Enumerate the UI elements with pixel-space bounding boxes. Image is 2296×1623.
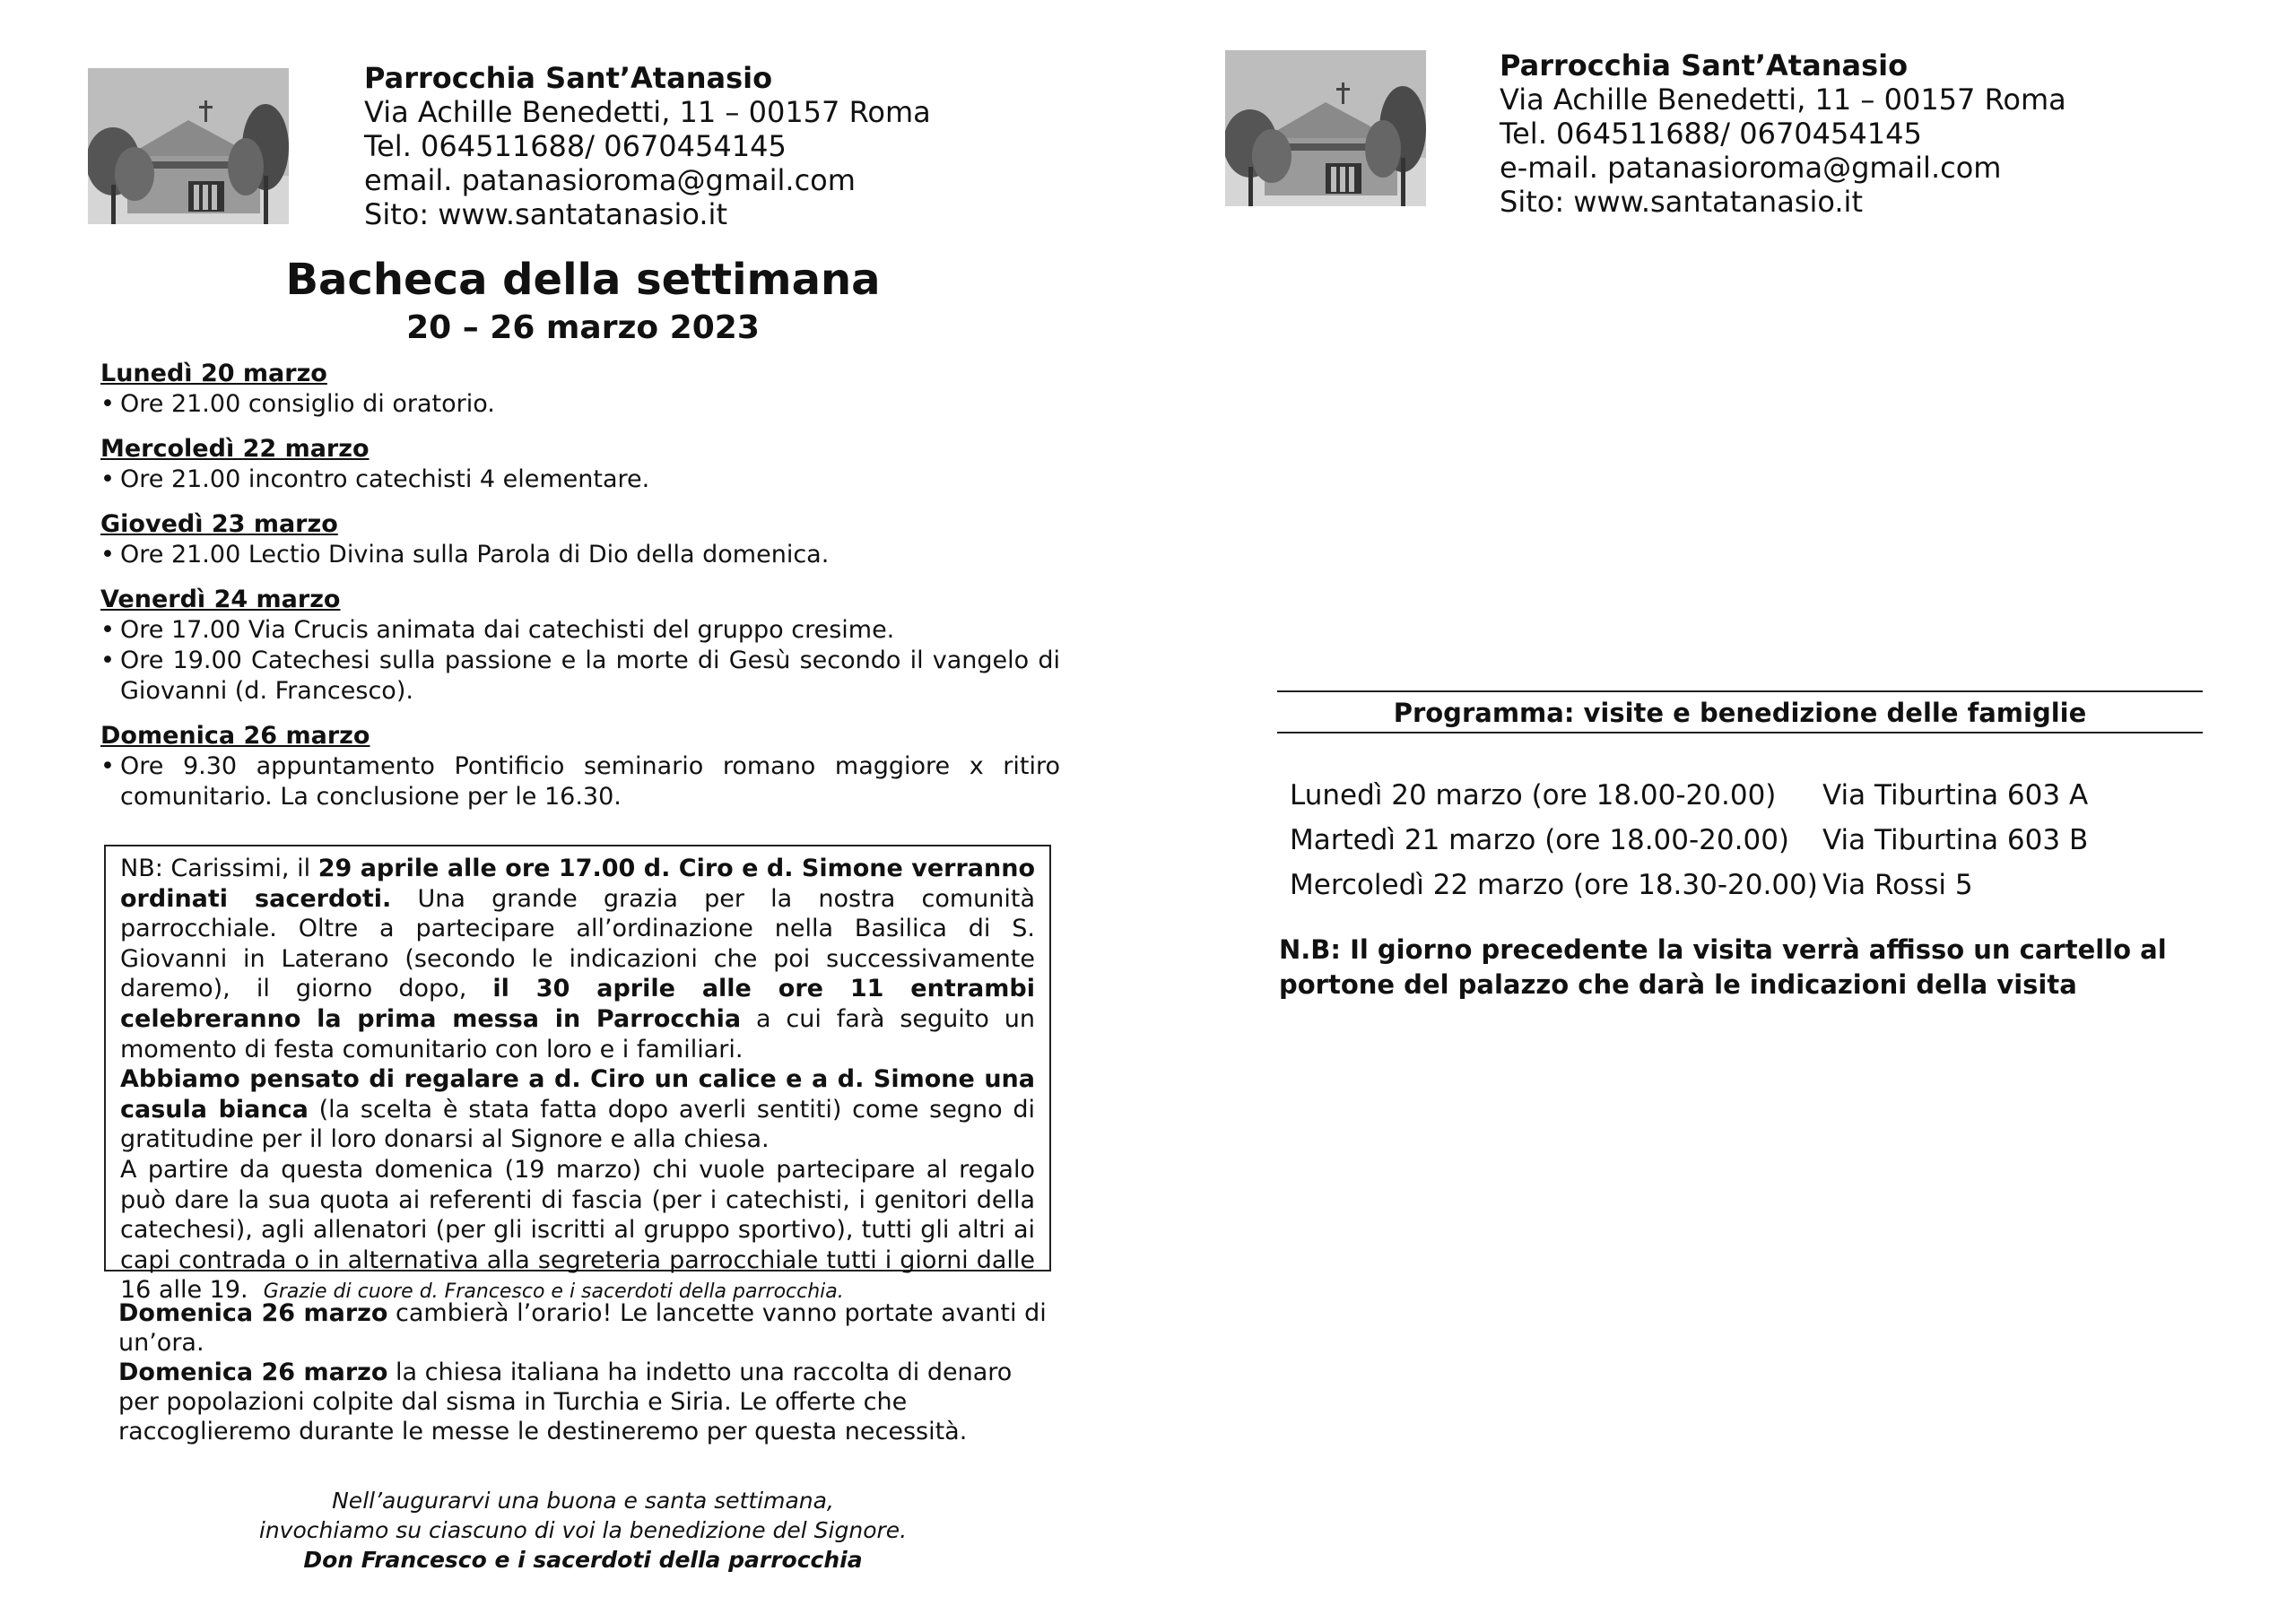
ordination-notice-box [104, 845, 1051, 1305]
parish-address: Via Achille Benedetti, 11 – 00157 Roma [364, 95, 931, 129]
schedule-day [100, 721, 1060, 812]
parish-site: Sito: www.santatanasio.it [1500, 185, 1863, 219]
closing-line: Nell’augurarvi una buona e santa settimana, [332, 1488, 834, 1514]
parish-name: Parrocchia Sant’Atanasio [1500, 48, 1909, 82]
visit-row [1290, 818, 2088, 863]
notice-bold: il 30 aprile alle ore 11 entrambi celebreranno la prima messa in Parrocchia [120, 975, 1035, 1033]
notice-paragraph [120, 854, 1035, 1064]
notice-text: Una grande grazia per la nostra comunità parrocchiale. Oltre a partecipare all’ordinazione nella Basilica di S. Giovanni in Laterano (secondo le indicazioni che poi successivamente daremo), il giorno dopo, [120, 884, 1036, 1003]
program-title: Programma: visite e benedizione delle famiglie [1393, 698, 2087, 728]
visit-note: N.B: Il giorno precedente la visita verrà affisso un cartello al portone del palazzo che darà le indicazioni della visita [1279, 934, 2167, 1000]
visit-row [1290, 773, 2088, 818]
visit-street: Via Tiburtina 603 A [1822, 779, 2089, 812]
schedule-day [100, 509, 1060, 570]
church-logo-left [88, 68, 289, 224]
church-logo-right [1225, 50, 1426, 206]
parish-header-right [1500, 48, 2066, 219]
visit-street: Via Tiburtina 603 B [1822, 824, 2089, 856]
visit-row [1290, 863, 2088, 907]
schedule-item: • Ore 21.00 consiglio di oratorio. [100, 389, 1060, 420]
schedule-item: • Ore 21.00 incontro catechisti 4 elementare. [100, 464, 1060, 495]
schedule-item: • Ore 21.00 Lectio Divina sulla Parola di Dio della domenica. [100, 540, 1060, 570]
schedule-item: • Ore 19.00 Catechesi sulla passione e la morte di Gesù secondo il vangelo di Giovanni (d. Francesco). [100, 646, 1060, 707]
notice-bold: 29 aprile alle ore 17.00 d. Ciro e d. Simone verranno ordinati sacerdoti. [120, 855, 1036, 913]
day-heading: Mercoledì 22 marzo [100, 435, 370, 463]
divider-bottom [1277, 732, 2203, 733]
visit-date: Mercoledì 22 marzo (ore 18.30-20.00) [1290, 869, 1818, 901]
page-dates: 20 – 26 marzo 2023 [406, 309, 760, 346]
schedule-item: • Ore 17.00 Via Crucis animata dai catechisti del gruppo cresime. [100, 615, 1060, 646]
announcements [118, 1298, 1051, 1446]
announcement-text: la chiesa italiana ha indetto una raccolta di denaro per popolazioni colpite dal sisma in Turchia e Siria. Le offerte che raccoglieremo durante le messe le destineremo per questa necessità. [118, 1358, 1013, 1445]
closing-line: invochiamo su ciascuno di voi la benedizione del Signore. [258, 1517, 908, 1543]
notice-paragraph [120, 1064, 1035, 1155]
notice-text: A partire da questa domenica (19 marzo) chi vuole partecipare al regalo può dare la sua quota ai referenti di fascia (per i catechisti, i genitori della catechesi), agli allenatori (per gli iscritti al gruppo sportivo), tutti gli altri ai capi contrada o in alternativa alla segreteria parrocchiale tutti i giorni dalle 16 alle 19. [120, 1155, 1035, 1305]
day-heading: Lunedì 20 marzo [100, 360, 327, 387]
notice-bold: Abbiamo pensato di regalare a d. Ciro un calice e a d. Simone una casula bianca [120, 1065, 1035, 1124]
closing-blessing [233, 1486, 933, 1575]
parish-email: email. patanasioroma@gmail.com [364, 163, 856, 197]
parish-site: Sito: www.santatanasio.it [364, 197, 727, 231]
bulletin-title [90, 253, 1076, 350]
closing-signature: Don Francesco e i sacerdoti della parrocchia [303, 1547, 863, 1573]
visit-date: Lunedì 20 marzo (ore 18.00-20.00) [1290, 779, 1777, 812]
weekly-schedule [100, 359, 1060, 812]
parish-name: Parrocchia Sant’Atanasio [364, 61, 773, 95]
visit-street: Via Rossi 5 [1822, 869, 1973, 901]
divider-top [1277, 690, 2203, 692]
notice-paragraph [120, 1155, 1035, 1307]
announcement-bold: Domenica 26 marzo [118, 1358, 388, 1386]
parish-phone: Tel. 064511688/ 0670454145 [364, 129, 787, 163]
parish-header-left [364, 61, 931, 231]
schedule-item: • Ore 9.30 appuntamento Pontificio seminario romano maggiore x ritiro comunitario. La conclusione per le 16.30. [100, 751, 1060, 812]
announcement-bold: Domenica 26 marzo [118, 1299, 388, 1327]
visit-date: Martedì 21 marzo (ore 18.00-20.00) [1290, 824, 1790, 856]
parish-email: e-mail. patanasioroma@gmail.com [1500, 151, 2002, 185]
schedule-day [100, 585, 1060, 707]
announcement-time-change [118, 1298, 1051, 1358]
notice-signature: Grazie di cuore d. Francesco e i sacerdoti della parrocchia. [263, 1280, 844, 1304]
day-heading: Venerdì 24 marzo [100, 586, 341, 613]
parish-phone: Tel. 064511688/ 0670454145 [1500, 117, 1922, 151]
schedule-day [100, 359, 1060, 420]
visits-table [1290, 773, 2088, 907]
notice-text: NB: Carissimi, il [120, 855, 318, 882]
day-heading: Domenica 26 marzo [100, 722, 370, 750]
announcement-collection [118, 1358, 1051, 1446]
announcement-text: cambierà l’orario! Le lancette vanno portate avanti di un’ora. [118, 1299, 1047, 1357]
day-heading: Giovedì 23 marzo [100, 510, 338, 538]
notice-text: a cui farà seguito un momento di festa comunitario con loro e i familiari. [120, 1004, 1036, 1063]
page-title: Bacheca della settimana [285, 255, 881, 305]
notice-text: (la scelta è stata fatta dopo averli sentiti) come segno di gratitudine per il loro donarsi al Signore e alla chiesa. [120, 1095, 1036, 1154]
parish-address: Via Achille Benedetti, 11 – 00157 Roma [1500, 82, 2066, 117]
schedule-day [100, 434, 1060, 495]
